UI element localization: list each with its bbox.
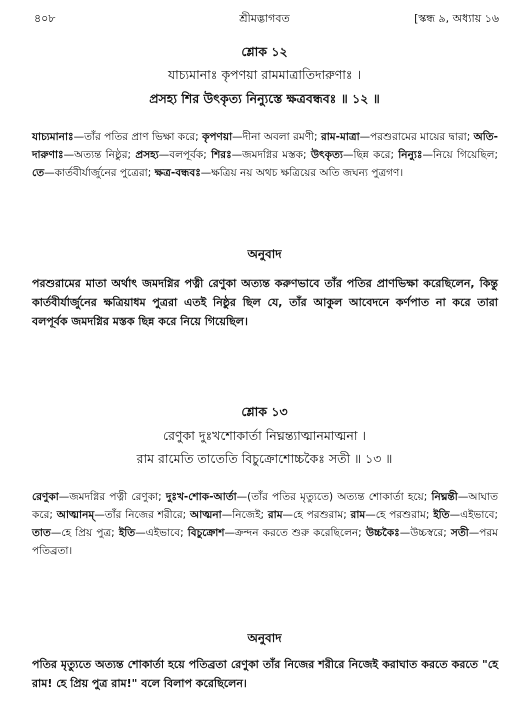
synonym-word: আত্মানম্ [56, 509, 95, 521]
synonym-word: নিন্যুঃ [398, 149, 423, 161]
verse-13-synonyms [32, 488, 498, 560]
verse-12-line-1: যাচ্যমানাঃ কৃপণয়া রামমাত্রাতিদারুণাঃ । [167, 67, 362, 82]
synonym-word: রাম [267, 509, 283, 521]
synonym-meaning: —কার্তবীর্যার্জুনের পুত্রেরা; [44, 167, 155, 179]
synonym-meaning: —তাঁর নিজের শরীরে; [94, 509, 190, 521]
verse-13-translation-heading: অনুবাদ [247, 631, 282, 645]
synonym-meaning: —আঘাত করে; [32, 491, 498, 521]
chapter-reference: [স্কন্ধ ৯, অধ্যায় ১৬ [414, 12, 499, 25]
verse-12-heading: শ্লোক ১২ [241, 44, 288, 59]
synonym-word: ক্ষত্র-বন্ধবঃ [154, 167, 201, 179]
synonym-meaning: —তাঁর পতির প্রাণ ভিক্ষা করে; [73, 131, 203, 143]
synonym-meaning: —এইভাবে; [135, 527, 188, 539]
synonym-word: সতী [450, 527, 469, 539]
synonym-meaning: —দীনা অবলা রমণী; [232, 131, 321, 143]
synonym-meaning: —জমদগ্নির মস্তক; [231, 149, 311, 161]
verse-13-line-2: রাম রামেতি তাতেতি বিচুক্রোশোচ্চকৈঃ সতী ॥ ১৩ ॥ [136, 451, 393, 466]
synonym-word: শিরঃ [211, 149, 232, 161]
synonym-word: তাত [32, 527, 51, 539]
synonym-meaning: —বলপূর্বক; [158, 149, 212, 161]
synonym-word: উচ্চকৈঃ [365, 527, 400, 539]
synonym-word: রাম [350, 509, 366, 521]
verse-13-heading: শ্লোক ১৩ [241, 404, 288, 419]
synonym-meaning: —নিয়ে গিয়েছিল; [422, 149, 498, 161]
synonym-meaning: —ক্ষত্রিয় নয় অথচ ক্ষত্রিয়ের অতি জঘন্য পুত্রগণ। [200, 167, 404, 179]
synonym-meaning: —ছিন্ন করে; [342, 149, 399, 161]
synonym-word: দুঃখ-শোক-আর্তা [165, 491, 237, 503]
verse-12-line-2: প্রসহ্য শির উৎকৃত্য নিন্যুস্তে ক্ষত্রবন্ধবঃ ॥ ১২ ॥ [149, 91, 380, 106]
synonym-word: নিঘ্নন্তী [431, 491, 458, 503]
synonym-meaning: —উচ্চস্বরে; [399, 527, 451, 539]
synonym-word: বিচুক্রোশ [187, 527, 225, 539]
synonym-word: তে [32, 167, 45, 179]
synonym-meaning: —এইভাবে; [449, 509, 498, 521]
synonym-meaning: —হে পরশুরাম; [282, 509, 351, 521]
verse-13-line-1: রেণুকা দুঃখশোকার্তা নিঘ্নন্ত্যাত্মানমাত্মনা । [163, 428, 366, 443]
verse-12-synonyms [32, 128, 498, 182]
synonym-word: উৎকৃত্য [310, 149, 343, 161]
synonym-meaning: —হে পরশুরাম; [365, 509, 434, 521]
verse-12-translation: পরশুরামের মাতা অর্থাৎ জমদগ্নির পত্নী রেণুকা অত্যন্ত করুণভাবে তাঁর পতির প্রাণভিক্ষা করেছিলেন, কিন্তু কার্তবীর্যার্জুনের ক্ষত্রিয়াধম পুত্ররা এতই নিষ্ঠুর ছিল যে, তাঁর আকুল আবেদনে কর্ণপাত না করে তারা বলপূর্বক জমদগ্নির মস্তক ছিন্ন করে নিয়ে গিয়েছিল। [32, 277, 498, 328]
synonym-word: অতি-দারুণাঃ [32, 131, 498, 161]
page-number: ৪০৮ [34, 12, 56, 25]
synonym-word: যাচ্যমানাঃ [32, 131, 74, 143]
synonym-meaning: —পরম পতিব্রতা। [32, 527, 498, 557]
synonym-meaning: —জমদগ্নির পত্নী রেণুকা; [58, 491, 166, 503]
synonym-meaning: —পরশুরামের মায়ের দ্বারা; [359, 131, 474, 143]
synonym-word: রেণুকা [32, 491, 59, 503]
verse-12-translation-heading: অনুবাদ [247, 247, 282, 261]
synonym-meaning: —ক্রন্দন করতে শুরু করেছিলেন; [224, 527, 366, 539]
synonym-meaning: —হে প্রিয় পুত্র; [50, 527, 119, 539]
synonym-word: ইতি [118, 527, 136, 539]
synonym-meaning: —নিজেই; [221, 509, 268, 521]
synonym-meaning: —অত্যন্ত নিষ্ঠুর; [63, 149, 136, 161]
synonym-word: প্রসহ্য [135, 149, 159, 161]
verse-13-translation: পতির মৃত্যুতে অত্যন্ত শোকার্তা হয়ে পতিব্রতা রেণুকা তাঁর নিজের শরীরে নিজেই করাঘাত করতে করতে "হে রাম! হে প্রিয় পুত্র রাম!" বলে বিলাপ করেছিলেন। [32, 658, 498, 690]
synonym-word: আত্মনা [190, 509, 222, 521]
synonym-word: রাম-মাত্রা [320, 131, 360, 143]
synonym-word: ইতি [433, 509, 450, 521]
running-title: শ্রীমদ্ভাগবত [239, 12, 290, 25]
synonym-meaning: —(তাঁর পতির মৃত্যুতে) অত্যন্ত শোকার্তা হয়ে; [236, 491, 432, 503]
synonym-word: কৃপণয়া [202, 131, 233, 143]
